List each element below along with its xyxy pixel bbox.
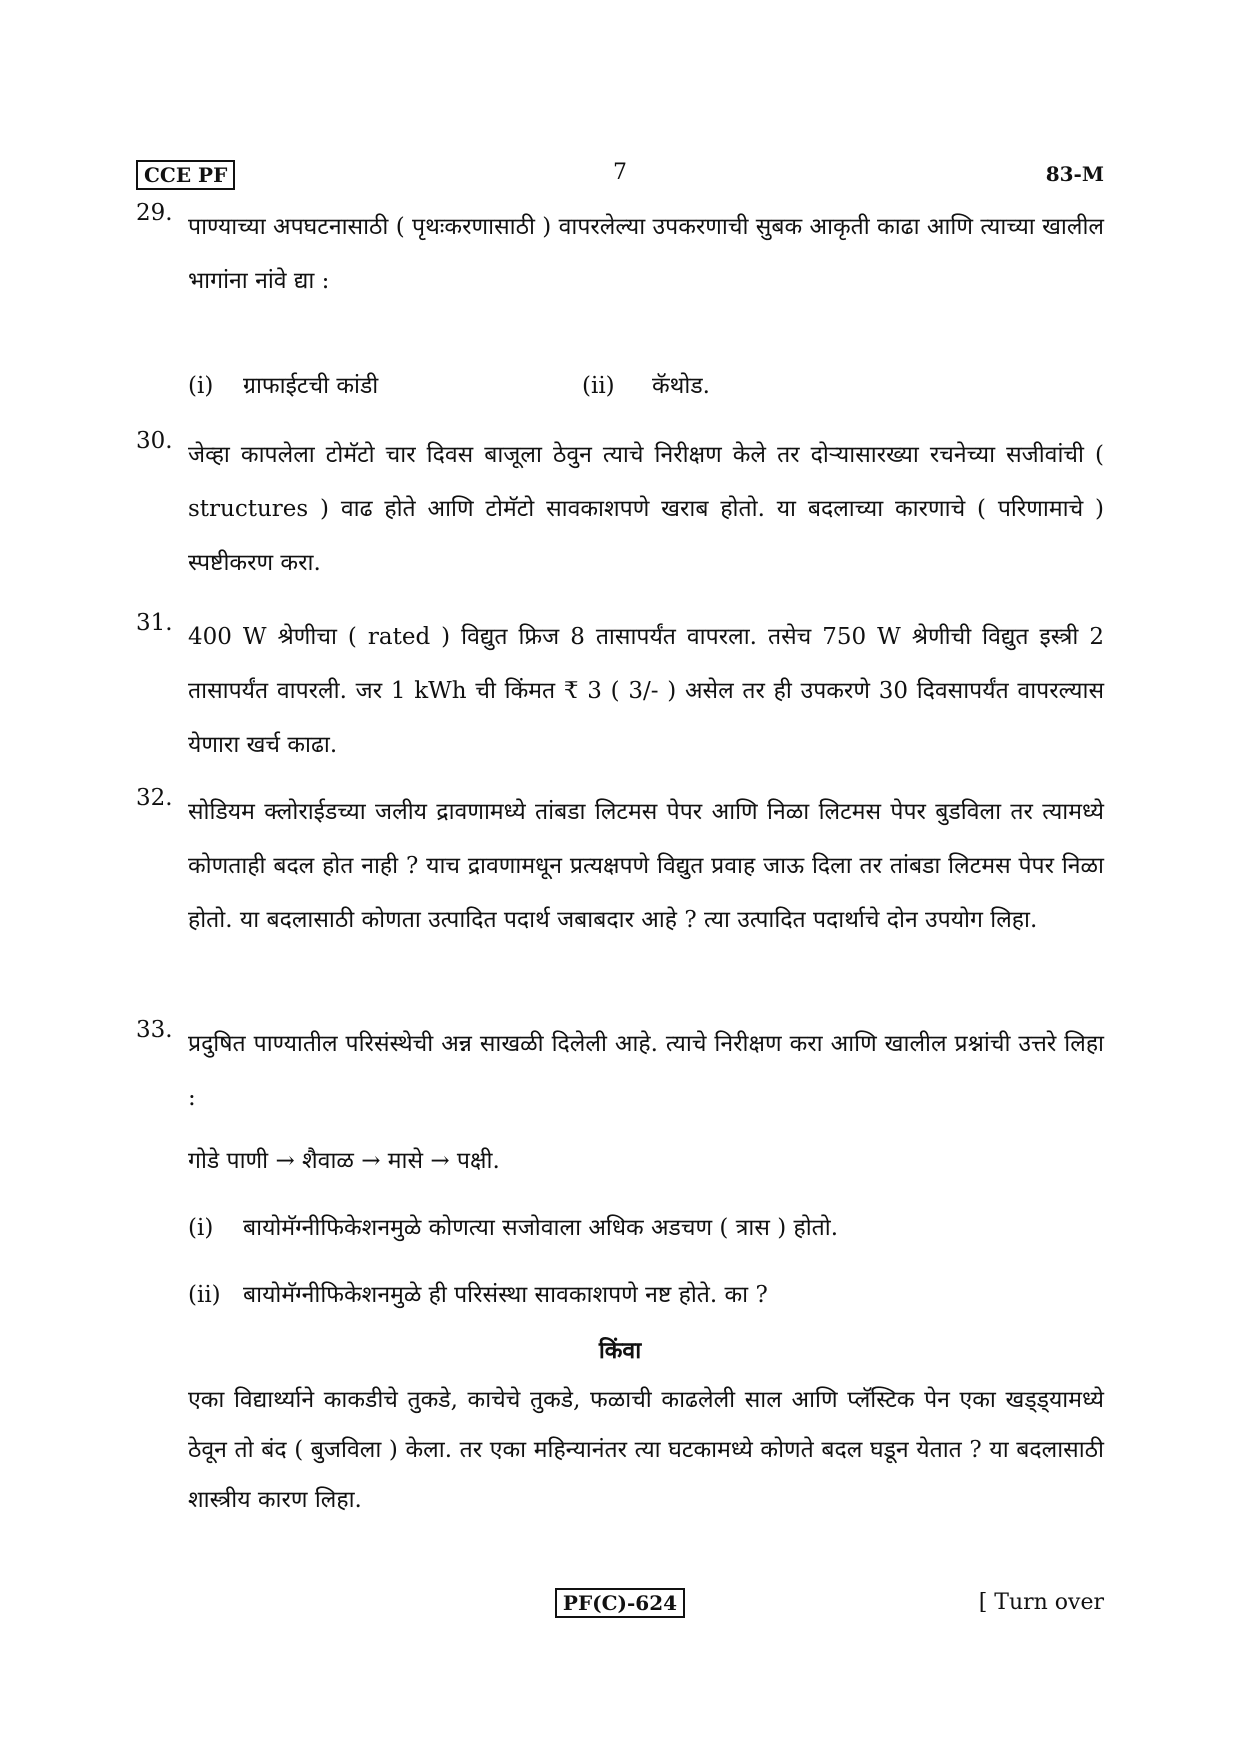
question-29	[136, 200, 1104, 310]
footer-code-box: PF(C)-624	[555, 1588, 685, 1618]
q33-part-i	[188, 1210, 838, 1242]
question-number: 31.	[136, 610, 173, 636]
question-number: 33.	[136, 1017, 173, 1043]
question-text: प्रदुषित पाण्यातील परिसंस्थेची अन्न साखळी दिलेली आहे. त्याचे निरीक्षण करा आणि खालील प्रश्नांची उत्तरे लिहा :	[188, 1031, 1104, 1111]
question-33-alternative	[136, 1375, 1104, 1545]
part-text: बायोमॅग्नीफिकेशनमुळे ही परिसंस्था सावकाशपणे नष्ट होते. का ?	[243, 1282, 768, 1308]
question-33	[136, 1017, 1104, 1127]
question-32	[136, 785, 1104, 1005]
q29-part-i	[188, 368, 378, 400]
question-text: 400 W श्रेणीचा ( rated ) विद्युत फ्रिज 8 तासापर्यंत वापरला. तसेच 750 W श्रेणीची विद्युत इस्त्री 2 तासापर्यंत वापरली. जर 1 kWh ची किंमत ₹ 3 ( 3/- ) असेल तर ही उपकरणे 30 दिवसापर्यंत वापरल्यास येणारा खर्च काढा.	[188, 624, 1104, 758]
q29-part-ii	[582, 368, 710, 400]
or-label: किंवा	[598, 1337, 642, 1364]
question-number: 32.	[136, 785, 173, 811]
food-chain: गोडे पाणी → शैवाळ → मासे → पक्षी.	[188, 1148, 500, 1174]
part-label: (i)	[188, 1215, 214, 1241]
part-label: (i)	[188, 373, 214, 399]
series-box: CCE PF	[136, 160, 235, 190]
page-number: 7	[613, 160, 627, 185]
question-number: 30.	[136, 428, 173, 454]
page-header	[136, 160, 1104, 200]
part-label: (ii)	[188, 1282, 221, 1308]
part-label: (ii)	[582, 373, 615, 399]
q33-part-ii	[188, 1277, 768, 1309]
question-text: पाण्याच्या अपघटनासाठी ( पृथःकरणासाठी ) वापरलेल्या उपकरणाची सुबक आकृती काढा आणि त्याच्या खालील भागांना नांवे द्या :	[188, 214, 1104, 294]
alternative-text: एका विद्यार्थ्याने काकडीचे तुकडे, काचेचे तुकडे, फळाची काढलेली साल आणि प्लॅस्टिक पेन एका खड्ड्यामध्ये ठेवून तो बंद ( बुजविला ) केला. तर एका महिन्यानंतर त्या घटकामध्ये कोणते बदल घडून येतात ? या बदलासाठी शास्त्रीय कारण लिहा.	[188, 1387, 1104, 1513]
question-text: जेव्हा कापलेला टोमॅटो चार दिवस बाजूला ठेवुन त्याचे निरीक्षण केले तर दोऱ्यासारख्या रचनेच्या सजीवांची ( structures ) वाढ होते आणि टोमॅटो सावकाशपणे खराब होतो. या बदलाच्या कारणाचे ( परिणामाचे ) स्पष्टीकरण करा.	[188, 442, 1104, 576]
footer-code-wrap	[136, 1588, 1104, 1618]
question-number: 29.	[136, 200, 173, 226]
paper-code: 83-M	[1045, 162, 1104, 186]
page-footer	[136, 1588, 1104, 1622]
part-text: बायोमॅग्नीफिकेशनमुळे कोणत्या सजोवाला अधिक अडचण ( त्रास ) होतो.	[243, 1215, 839, 1241]
question-30	[136, 428, 1104, 593]
turn-over-label: [ Turn over	[978, 1590, 1104, 1615]
question-31	[136, 610, 1104, 775]
question-text: सोडियम क्लोराईडच्या जलीय द्रावणामध्ये तांबडा लिटमस पेपर आणि निळा लिटमस पेपर बुडविला तर त्यामध्ये कोणताही बदल होत नाही ? याच द्रावणामधून प्रत्यक्षपणे विद्युत प्रवाह जाऊ दिला तर तांबडा लिटमस पेपर निळा होतो. या बदलासाठी कोणता उत्पादित पदार्थ जबाबदार आहे ? त्या उत्पादित पदार्थाचे दोन उपयोग लिहा.	[188, 799, 1104, 933]
part-text: कॅथोड.	[652, 373, 710, 399]
part-text: ग्राफाईटची कांडी	[243, 373, 379, 399]
